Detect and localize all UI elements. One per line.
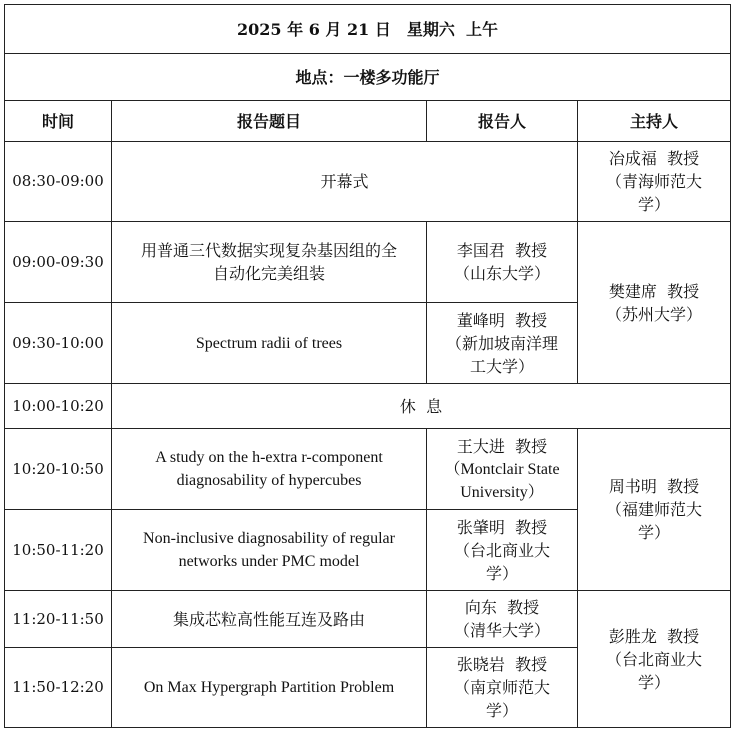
schedule-date: 2025 年 6 月 21 日 星期六 上午 bbox=[5, 5, 731, 54]
speaker-line: University） bbox=[460, 483, 544, 501]
title-line: Non-inclusive diagnosability of regular bbox=[143, 530, 395, 547]
title-cell bbox=[112, 429, 427, 510]
host-line: （台北商业大 bbox=[605, 649, 702, 669]
speaker-line: 工大学） bbox=[469, 356, 534, 376]
speaker-line: （台北商业大 bbox=[453, 540, 550, 560]
col-header-time: 时间 bbox=[5, 101, 112, 142]
title-line: 自动化完美组装 bbox=[212, 264, 325, 283]
speaker-cell bbox=[427, 222, 578, 303]
speaker-cell bbox=[427, 510, 578, 591]
time-cell: 10:50-11:20 bbox=[5, 510, 112, 591]
col-header-speaker: 报告人 bbox=[427, 101, 578, 142]
time-cell: 11:50-12:20 bbox=[5, 648, 112, 728]
speaker-line: （山东大学） bbox=[453, 264, 550, 283]
host-cell bbox=[578, 429, 731, 591]
speaker-cell bbox=[427, 303, 578, 384]
host-line: 彭胜龙 教授 bbox=[608, 626, 700, 646]
title-cell: On Max Hypergraph Partition Problem bbox=[112, 648, 427, 728]
host-line: 樊建席 教授 bbox=[608, 281, 700, 301]
column-header-row bbox=[5, 101, 731, 142]
host-cell bbox=[578, 591, 731, 728]
time-cell: 09:30-10:00 bbox=[5, 303, 112, 384]
time-cell: 10:20-10:50 bbox=[5, 429, 112, 510]
title-line: 用普通三代数据实现复杂基因组的全 bbox=[140, 241, 397, 260]
date-row bbox=[5, 5, 731, 54]
table-row bbox=[5, 591, 731, 648]
title-line: networks under PMC model bbox=[178, 553, 360, 570]
table-row bbox=[5, 222, 731, 303]
title-line: diagnosability of hypercubes bbox=[176, 472, 362, 489]
speaker-cell bbox=[427, 591, 578, 648]
host-line: 周书明 教授 bbox=[608, 477, 700, 496]
schedule-table bbox=[4, 4, 731, 728]
title-cell bbox=[112, 222, 427, 303]
table-row bbox=[5, 384, 731, 429]
speaker-line: 张肇明 教授 bbox=[456, 517, 548, 537]
host-line: （苏州大学） bbox=[605, 304, 702, 324]
time-cell: 11:20-11:50 bbox=[5, 591, 112, 648]
col-header-host: 主持人 bbox=[578, 101, 731, 142]
title-cell: 集成芯粒高性能互连及路由 bbox=[112, 591, 427, 648]
speaker-cell bbox=[427, 429, 578, 510]
speaker-line: 向东 教授 bbox=[464, 598, 540, 617]
speaker-line: 董峰明 教授 bbox=[456, 310, 548, 330]
time-cell: 09:00-09:30 bbox=[5, 222, 112, 303]
time-cell: 08:30-09:00 bbox=[5, 142, 112, 222]
host-cell bbox=[578, 142, 731, 222]
time-cell: 10:00-10:20 bbox=[5, 384, 112, 429]
speaker-line: （新加坡南洋理 bbox=[445, 333, 558, 353]
title-line: A study on the h-extra r-component bbox=[155, 449, 383, 466]
host-line: （福建师范大 bbox=[605, 500, 702, 519]
break-cell: 休 息 bbox=[112, 384, 731, 429]
speaker-line: 王大进 教授 bbox=[456, 436, 548, 456]
host-line: 学） bbox=[637, 523, 670, 542]
speaker-line: 学） bbox=[485, 701, 518, 720]
host-line: 冶成福 教授 bbox=[608, 149, 700, 168]
speaker-line: 张晓岩 教授 bbox=[456, 655, 548, 674]
host-line: （青海师范大 bbox=[605, 172, 702, 191]
table-row bbox=[5, 142, 731, 222]
host-line: 学） bbox=[637, 672, 670, 692]
speaker-cell bbox=[427, 648, 578, 728]
speaker-line: （南京师范大 bbox=[453, 678, 550, 697]
speaker-line: （清华大学） bbox=[453, 621, 550, 640]
speaker-line: 李国君 教授 bbox=[456, 241, 548, 260]
col-header-title: 报告题目 bbox=[112, 101, 427, 142]
title-cell: 开幕式 bbox=[112, 142, 578, 222]
speaker-line: （Montclair State bbox=[444, 460, 560, 478]
host-cell bbox=[578, 222, 731, 384]
location-row bbox=[5, 54, 731, 101]
schedule-location: 地点：一楼多功能厅 bbox=[5, 54, 731, 101]
title-cell: Spectrum radii of trees bbox=[112, 303, 427, 384]
speaker-line: 学） bbox=[485, 563, 518, 583]
title-cell bbox=[112, 510, 427, 591]
table-row bbox=[5, 429, 731, 510]
host-line: 学） bbox=[637, 195, 670, 214]
